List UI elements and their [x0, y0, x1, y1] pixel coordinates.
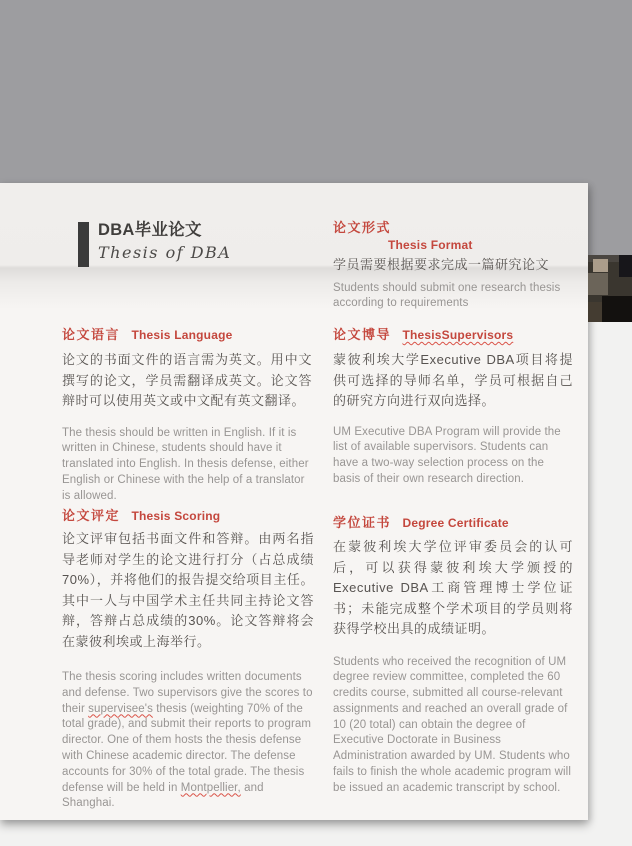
section-thesis-format — [333, 217, 578, 312]
body-english-part: thesis (weighting 70% of the total grade), and submit their reports to program director. One of them hosts the thesis defense with Chinese academic director. The defense accounts for 30% of the total grade. The thesis defense will be held in — [62, 702, 312, 794]
heading-zh: 论文形式 — [333, 220, 392, 235]
photo-block — [619, 255, 632, 277]
body-english: Students who received the recognition of UM degree review committee, completed the 60 credits course, submitted all course-relevant assignments and reached an overall grade of 10 (20 total) can obtain the degree of Executive Doctorate in Business Administration awarded by UM. Students who fails to finish the whole academic program will be issued an academic transcript by school. — [333, 655, 571, 794]
heading-zh: 论文博导 — [333, 327, 392, 342]
body-chinese: 论文的书面文件的语言需为英文。用中文撰写的论文，学员需翻译成英文。论文答辩时可以使用英文或中文配有英文翻译。 — [62, 352, 312, 408]
heading-en: Degree Certificate — [402, 516, 509, 530]
photo-block — [602, 296, 632, 322]
body-english: The thesis should be written in English. If it is written in Chinese, students should have it translated into English. In thesis defense, either English or Chinese with the help of a translator is allowed. — [62, 426, 309, 502]
heading-zh: 论文语言 — [62, 327, 121, 342]
photo-block — [588, 302, 602, 322]
page-title-latin: DBA — [98, 221, 135, 239]
body-english-part: The thesis scoring includes written documents and defense. Two supervisors give the scores to their — [62, 671, 313, 715]
heading-en: Thesis Language — [131, 328, 233, 342]
body-chinese: 蒙彼利埃大学Executive DBA项目将提供可选择的导师名单，学员可根据自己的研究方向进行双向选择。 — [333, 352, 573, 408]
section-thesis-language — [62, 324, 312, 504]
page-subtitle: Thesis of DBA — [98, 243, 232, 262]
section-heading — [333, 324, 573, 344]
body-chinese: 论文评审包括书面文件和答辩。由两名指导老师对学生的论文进行打分（占总成绩70%），并将他们的报告提交给项目主任。其中一人与中国学术主任共同主持论文答辩，答辩占总成绩的30%。论文答辩将会在蒙彼利埃或上海举行。 — [62, 531, 314, 649]
header-titles — [98, 219, 231, 265]
misspelled-word: Montpellier, — [180, 781, 241, 794]
body-chinese: 在蒙彼利埃大学位评审委员会的认可后，可以获得蒙彼利埃大学颁授的Executive DBA工商管理博士学位证书；未能完成整个学术项目的学员则将获得学校出具的成绩证明。 — [333, 539, 573, 636]
header-accent-bar — [78, 222, 89, 267]
body-english: Students should submit one research thesis according to requirements — [333, 281, 561, 310]
photo-block — [588, 273, 608, 295]
section-degree-certificate — [333, 512, 573, 797]
heading-en: Thesis Format — [388, 238, 473, 252]
photo-block — [593, 259, 608, 272]
body-english-part: and Shanghai. — [62, 781, 264, 810]
body-english — [62, 670, 314, 812]
section-thesis-supervisors — [333, 324, 573, 488]
brochure-page — [0, 183, 588, 820]
section-heading — [333, 217, 578, 252]
page-header — [78, 219, 231, 267]
page-title — [98, 219, 231, 241]
body-chinese: 学员需要根据要求完成一篇研究论文 — [333, 257, 550, 272]
body-english: UM Executive DBA Program will provide the list of available supervisors. Students can have a two-way selection process on the basis of their own research direction. — [333, 425, 561, 485]
section-heading — [62, 505, 314, 525]
photo-fragment — [588, 255, 632, 322]
heading-zh: 学位证书 — [333, 515, 392, 530]
section-thesis-scoring — [62, 505, 314, 812]
page-title-chinese: 毕业论文 — [134, 221, 202, 239]
misspelled-word: supervisee's — [88, 702, 153, 715]
heading-en-misspelled: ThesisSupervisors — [402, 328, 514, 342]
heading-en: Thesis Scoring — [131, 509, 221, 523]
section-heading — [333, 512, 573, 532]
heading-zh: 论文评定 — [62, 508, 121, 523]
section-heading — [62, 324, 312, 344]
